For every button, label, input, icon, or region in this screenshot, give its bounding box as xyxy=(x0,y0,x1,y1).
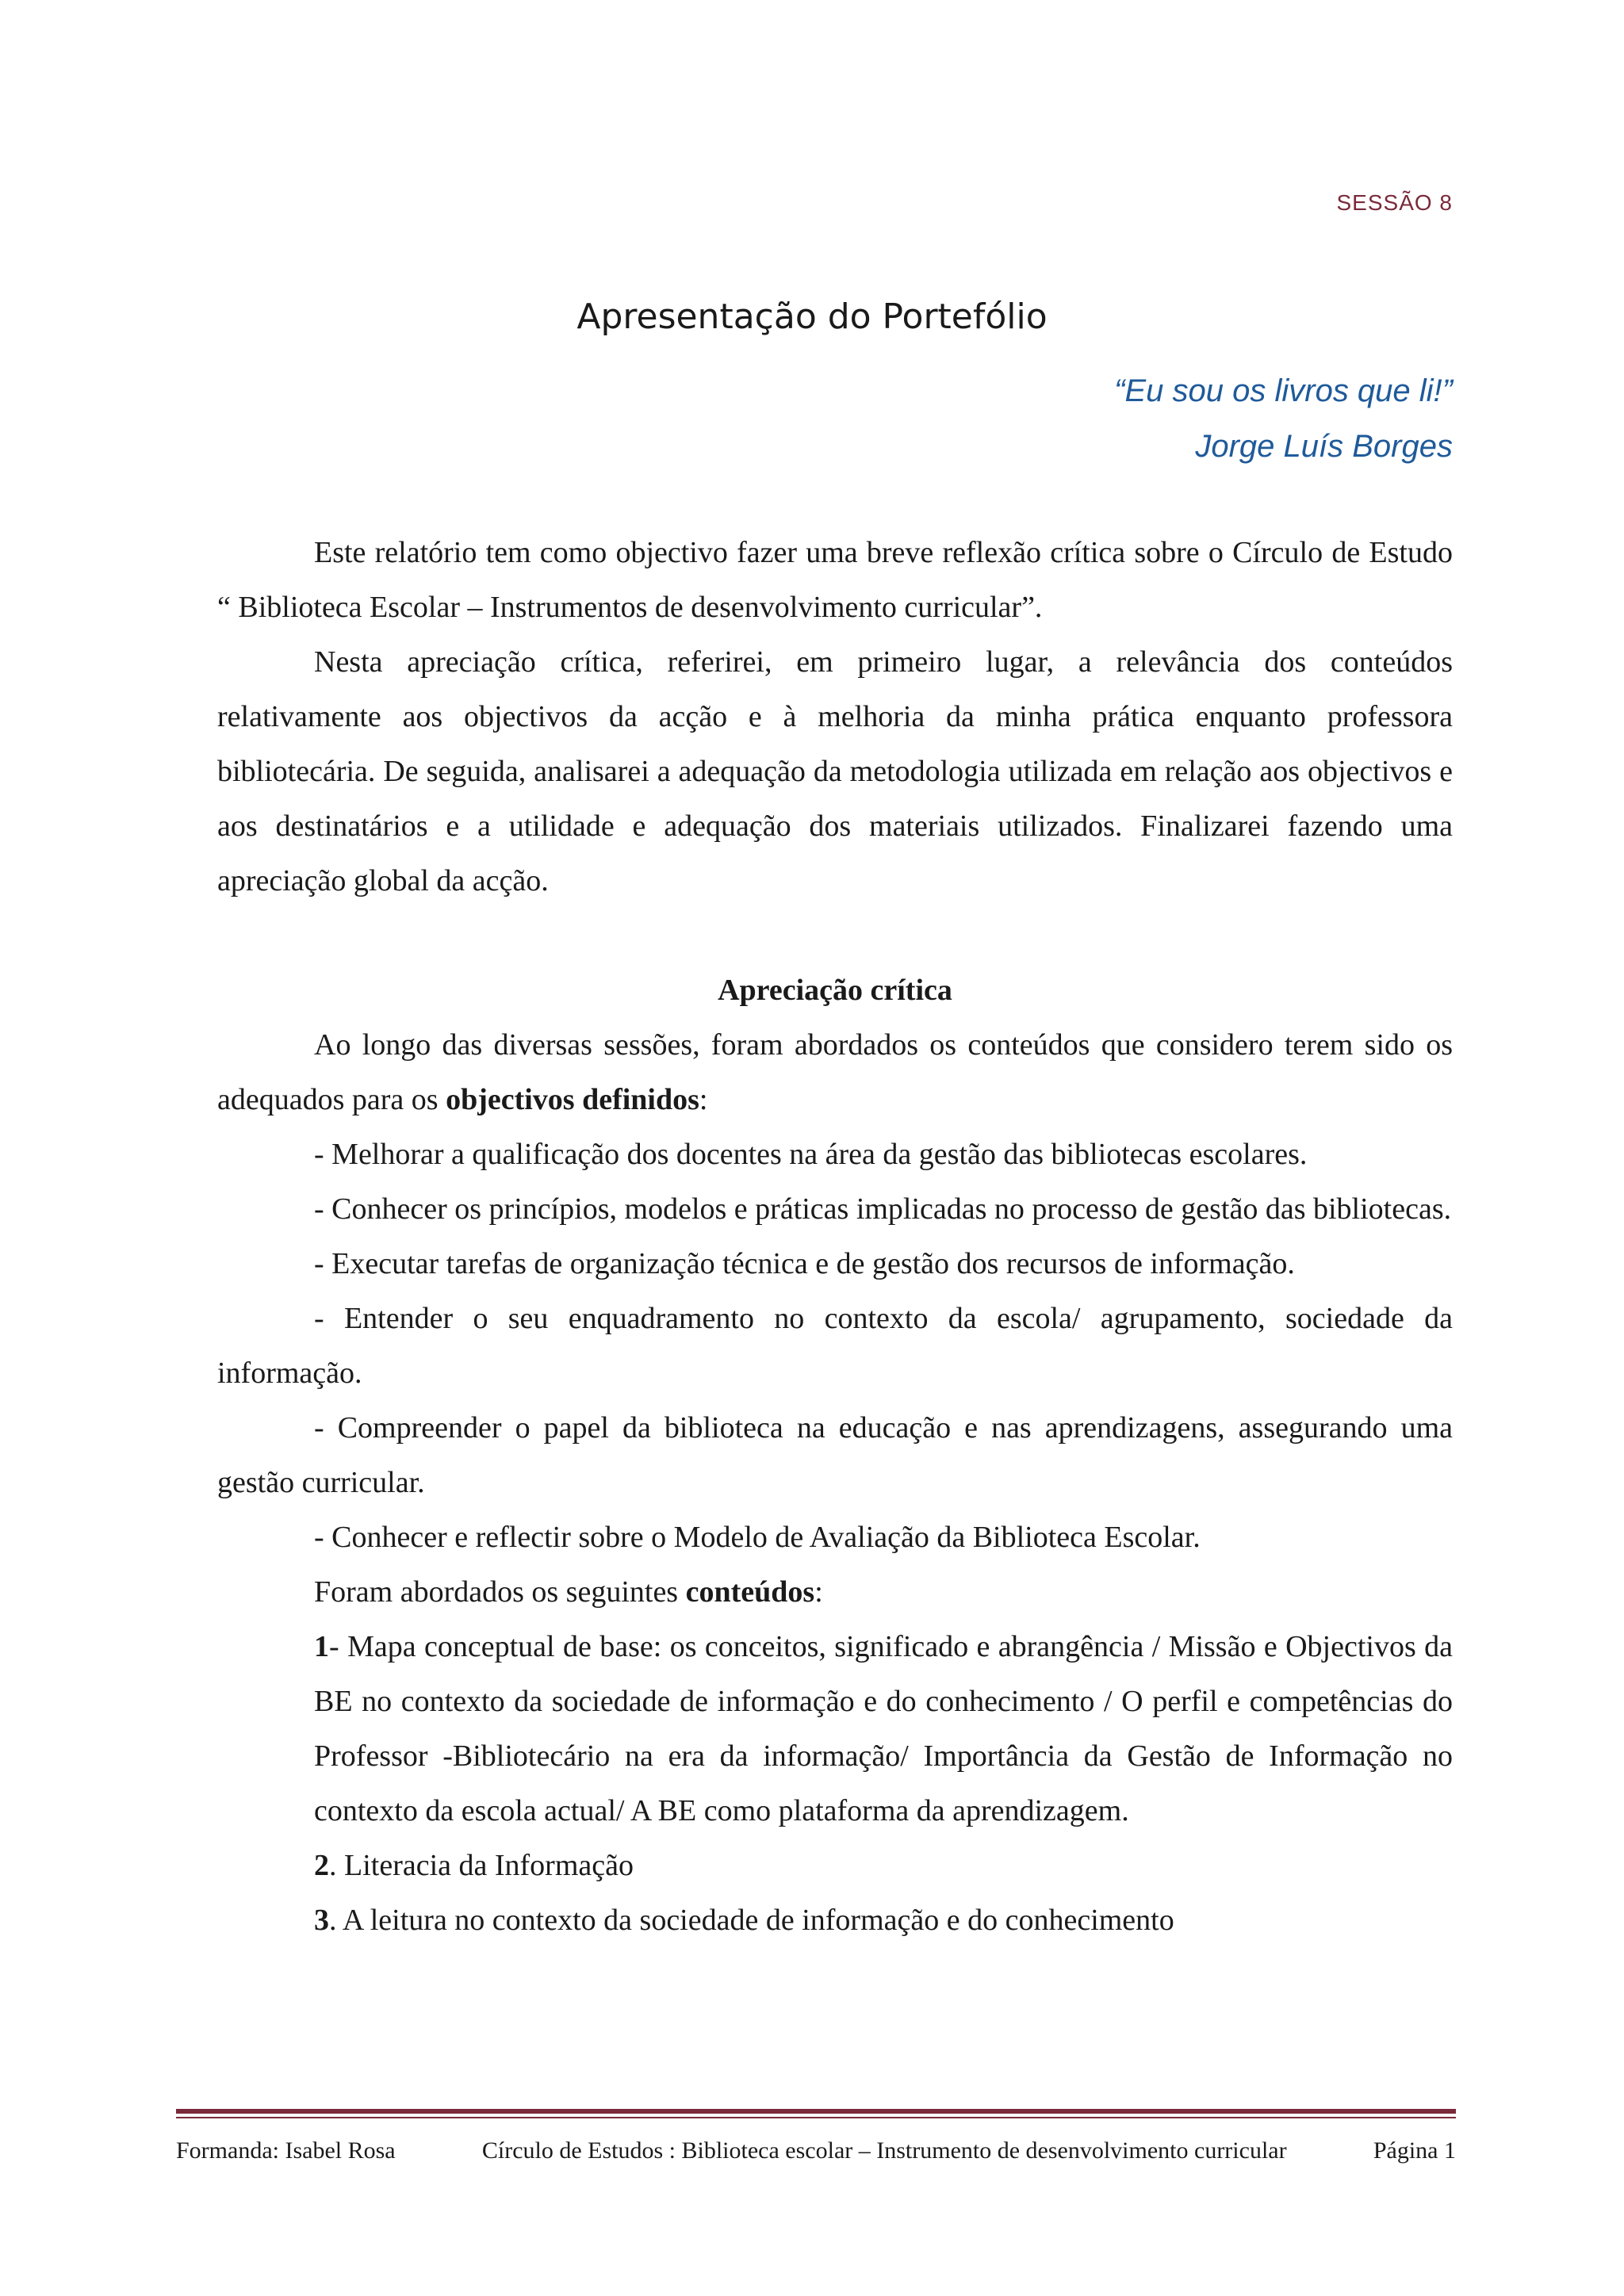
footer-page-number: Página 1 xyxy=(1373,2137,1456,2164)
content-item-text: Literacia da Informação xyxy=(344,1849,634,1882)
content-item-number: 1 xyxy=(314,1630,329,1663)
epigraph xyxy=(1114,363,1453,474)
content-item-number: 2 xyxy=(314,1849,329,1882)
quote-author: Jorge Luís Borges xyxy=(1195,429,1453,464)
session-label: SESSÃO 8 xyxy=(1336,190,1453,215)
content-item xyxy=(217,1620,1453,1839)
footer-divider-thick xyxy=(176,2109,1456,2114)
spacer xyxy=(217,909,1453,963)
content-item-separator: - xyxy=(329,1630,348,1663)
critique-lead-text: Ao longo das diversas sessões, foram abordados os conteúdos que considero terem sido os adequados para os xyxy=(217,1028,1453,1116)
footer-author: Formanda: Isabel Rosa xyxy=(176,2137,396,2164)
content-item-separator: . xyxy=(329,1904,343,1937)
quote-text: “Eu sou os livros que li!” xyxy=(1114,373,1453,408)
page-title: Apresentação do Portefólio xyxy=(576,297,1048,337)
objective-item: - Conhecer e reflectir sobre o Modelo de Avaliação da Biblioteca Escolar. xyxy=(314,1521,1201,1554)
content-item-text: A leitura no contexto da sociedade de informação e do conhecimento xyxy=(342,1904,1174,1937)
content-item-number: 3 xyxy=(314,1904,329,1937)
objective-item: - Executar tarefas de organização técnica e de gestão dos recursos de informação. xyxy=(314,1247,1295,1280)
document-body xyxy=(217,526,1453,1948)
footer-course: Círculo de Estudos : Biblioteca escolar – Instrumento de desenvolvimento curricular xyxy=(481,2137,1287,2164)
critique-lead-colon: : xyxy=(699,1083,708,1116)
content-item-separator: . xyxy=(329,1849,344,1882)
critique-lead xyxy=(217,1018,1453,1127)
objective-item: - Entender o seu enquadramento no contexto da escola/ agrupamento, sociedade da informação. xyxy=(217,1302,1453,1390)
footer-divider-thin xyxy=(176,2117,1456,2118)
critique-lead-bold: objectivos definidos xyxy=(446,1083,699,1116)
page-footer xyxy=(176,2137,1456,2164)
footer-divider xyxy=(176,2109,1456,2120)
objective-item: - Conhecer os princípios, modelos e práticas implicadas no processo de gestão das bibliotecas. xyxy=(314,1192,1452,1226)
intro-paragraph-2: Nesta apreciação crítica, referirei, em primeiro lugar, a relevância dos conteúdos relativamente aos objectivos da acção e à melhoria da minha prática enquanto professora bibliotecária. De seguida, analisarei a adequação da metodologia utilizada em relação aos objectivos e aos destinatários e a utilidade e adequação dos materiais utilizados. Finalizarei fazendo uma apreciação global da acção. xyxy=(217,645,1453,897)
contents-lead-colon: : xyxy=(814,1575,823,1609)
content-item-text: Mapa conceptual de base: os conceitos, significado e abrangência / Missão e Objectivos da BE no contexto da sociedade de informação e do conhecimento / O perfil e competências do Professor -Bibliotecário na era da informação/ Importância da Gestão de Informação no contexto da escola actual/ A BE como plataforma da aprendizagem. xyxy=(314,1630,1454,1827)
contents-lead-text: Foram abordados os seguintes xyxy=(314,1575,686,1609)
section-heading: Apreciação crítica xyxy=(718,974,952,1007)
contents-lead xyxy=(217,1565,1453,1620)
intro-paragraph-1: Este relatório tem como objectivo fazer uma breve reflexão crítica sobre o Círculo de Estudo “ Biblioteca Escolar – Instrumentos de desenvolvimento curricular”. xyxy=(217,536,1453,624)
contents-lead-bold: conteúdos xyxy=(685,1575,815,1609)
content-item xyxy=(217,1839,1453,1893)
objective-item: - Compreender o papel da biblioteca na educação e nas aprendizagens, assegurando uma gestão curricular. xyxy=(217,1411,1453,1499)
objective-item: - Melhorar a qualificação dos docentes na área da gestão das bibliotecas escolares. xyxy=(314,1138,1308,1171)
content-item xyxy=(217,1893,1453,1948)
